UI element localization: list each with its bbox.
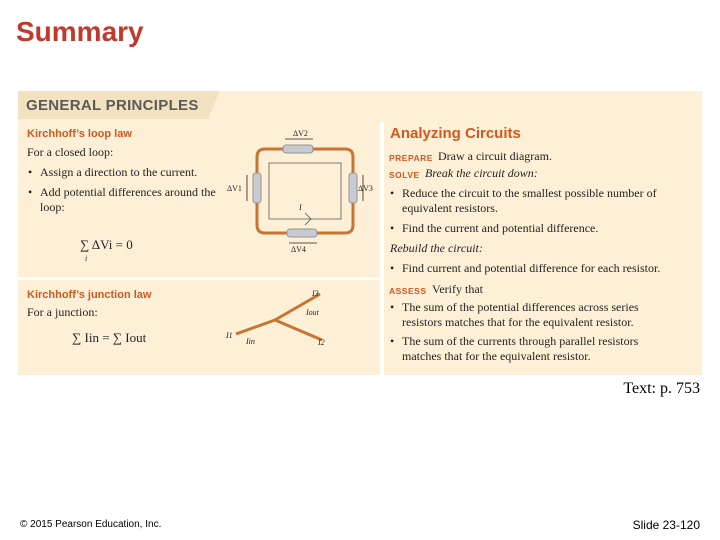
label-dv2: ΔV2: [293, 129, 308, 138]
loop-circuit-diagram: [225, 125, 375, 255]
rebuild-text: Rebuild the circuit:: [390, 241, 483, 255]
loop-wire: [257, 149, 353, 233]
loop-law-bullet: • Assign a direction to the current.: [28, 165, 230, 180]
loop-law-bullet: • Add potential differences around the loop:: [28, 185, 220, 215]
label-iin: Iin: [246, 337, 255, 346]
solve-bullet: • Reduce the circuit to the smallest possible number of equivalent resistors.: [390, 186, 692, 216]
panel-horizontal-divider: [18, 277, 380, 280]
junction-law-formula: ∑ Iin = ∑ Iout: [72, 330, 147, 345]
label-dv1: ΔV1: [227, 184, 242, 193]
assess-bullet: • The sum of the currents through parallel resistors matches that for the equivalent resistor.: [390, 334, 672, 364]
junction-law-intro: For a junction:: [27, 305, 98, 319]
label-i1: I1: [226, 331, 233, 340]
wire-i1: [236, 320, 275, 334]
label-iout: Iout: [306, 308, 319, 317]
current-loop: [269, 163, 341, 219]
rebuild-bullet: • Find current and potential difference for each resistor.: [390, 261, 692, 276]
label-current: I: [299, 203, 302, 212]
prepare-label: PREPARE: [389, 153, 433, 163]
prepare-text: Draw a circuit diagram.: [438, 149, 552, 163]
label-dv4: ΔV4: [291, 245, 306, 254]
loop-law-formula-text: ∑ ΔVi = 0: [80, 237, 133, 252]
resistor-bottom: [287, 229, 317, 237]
loop-law-formula: [80, 237, 133, 263]
resistor-right: [349, 173, 357, 203]
label-i2: I2: [318, 338, 325, 347]
solve-text: Break the circuit down:: [425, 166, 538, 180]
slide-title: Summary: [16, 16, 144, 47]
assess-label: ASSESS: [389, 286, 427, 296]
label-dv3: ΔV3: [358, 184, 373, 193]
text-reference: Text: p. 753: [623, 380, 700, 397]
solve-label: SOLVE: [389, 170, 420, 180]
loop-law-formula-subscript: i: [85, 254, 88, 263]
junction-law-heading: Kirchhoff’s junction law: [27, 289, 152, 301]
wire-i2: [275, 320, 322, 340]
resistor-left: [253, 173, 261, 203]
panel-tab-label: GENERAL PRINCIPLES: [26, 97, 199, 114]
loop-law-heading: Kirchhoff’s loop law: [27, 128, 132, 140]
panel-tab-fold: [208, 91, 220, 119]
slide-number: Slide 23-120: [632, 518, 700, 532]
resistor-top: [283, 145, 313, 153]
copyright: © 2015 Pearson Education, Inc.: [20, 519, 162, 530]
loop-law-intro: For a closed loop:: [27, 145, 114, 159]
assess-text: Verify that: [432, 282, 483, 296]
junction-diagram: [220, 282, 360, 352]
solve-bullet: • Find the current and potential difference.: [390, 221, 692, 236]
label-i3: I3: [312, 289, 319, 298]
panel-vertical-divider: [380, 122, 384, 375]
analyzing-circuits-title: Analyzing Circuits: [390, 125, 521, 142]
assess-bullet: • The sum of the potential differences across series resistors matches that for the equivalent resistor.: [390, 300, 672, 330]
